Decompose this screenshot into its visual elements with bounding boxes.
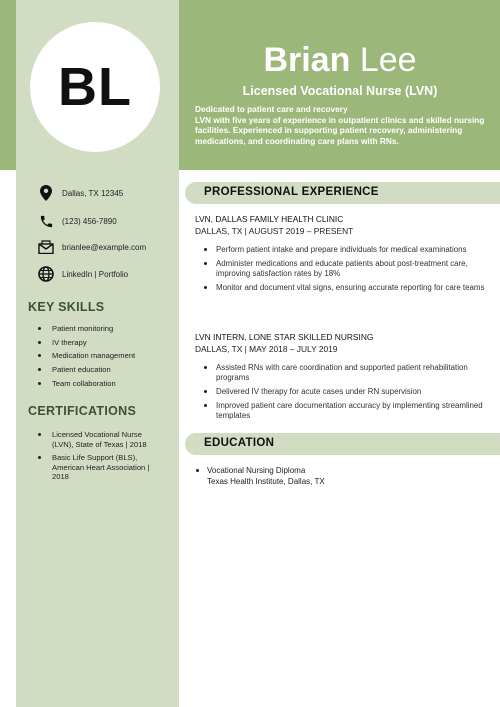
summary: Dedicated to patient care and recovery LVN with five years of experience in outpatient clinics and skilled nursing facilities. Experienced in supporting patient recovery, administering medications, and coordinating care plans with RNs. <box>195 104 485 146</box>
contact-phone[interactable] <box>38 213 117 229</box>
list-item: IV therapy <box>28 338 168 348</box>
candidate-name <box>185 40 495 80</box>
list-item: Basic Life Support (BLS), American Heart Association | 2018 <box>28 453 163 482</box>
job-1-bullets <box>195 245 490 297</box>
list-item: Perform patient intake and prepare individuals for medical examinations <box>195 245 490 255</box>
school: Texas Health Institute, Dallas, TX <box>207 477 325 486</box>
job-2-bullets <box>195 363 490 425</box>
location-text: Dallas, TX 12345 <box>62 188 124 198</box>
contact-email[interactable] <box>38 239 146 255</box>
list-item: Patient monitoring <box>28 324 168 334</box>
email-text: brianlee@example.com <box>62 242 147 252</box>
list-item: Administer medications and educate patients about post-treatment care, improving satisfaction rates by 18% <box>195 259 490 279</box>
contact-links[interactable] <box>38 266 128 282</box>
phone-text: (123) 456-7890 <box>62 216 117 226</box>
job-1-title: LVN, DALLAS FAMILY HEALTH CLINIC <box>195 214 344 224</box>
experience-heading: PROFESSIONAL EXPERIENCE <box>204 186 379 198</box>
job-2-title: LVN INTERN, LONE STAR SKILLED NURSING <box>195 332 374 342</box>
list-item: Team collaboration <box>28 379 168 389</box>
job-1-meta: DALLAS, TX | AUGUST 2019 – PRESENT <box>195 226 354 236</box>
certifications-heading: CERTIFICATIONS <box>28 404 137 418</box>
last-name: Lee <box>359 41 417 79</box>
job-2-meta: DALLAS, TX | MAY 2018 – JULY 2019 <box>195 344 338 354</box>
envelope-icon <box>38 239 54 255</box>
key-skills-heading: KEY SKILLS <box>28 300 105 314</box>
links-text: LinkedIn | Portfolio <box>62 269 129 279</box>
list-item: Licensed Vocational Nurse (LVN), State of Texas | 2018 <box>28 430 163 449</box>
experience-heading-bar <box>185 182 500 204</box>
first-name: Brian <box>263 41 351 79</box>
list-item: Medication management <box>28 351 168 361</box>
job-title-header: Licensed Vocational Nurse (LVN) <box>242 84 438 98</box>
contact-location <box>38 185 123 201</box>
phone-icon <box>38 213 54 229</box>
list-item: Patient education <box>28 365 168 375</box>
education-entry <box>195 465 490 487</box>
initials: BL <box>58 57 132 117</box>
education-heading: EDUCATION <box>204 437 275 449</box>
key-skills-list <box>28 324 168 392</box>
globe-icon <box>38 266 54 282</box>
education-heading-bar <box>185 433 500 455</box>
list-item: Monitor and document vital signs, ensuring accurate reporting for care teams <box>195 283 490 293</box>
list-item: Improved patient care documentation accuracy by implementing streamlined templates <box>195 401 490 421</box>
list-item: Delivered IV therapy for acute cases under RN supervision <box>195 387 490 397</box>
degree: Vocational Nursing Diploma <box>195 465 490 476</box>
certifications-list <box>28 430 163 486</box>
list-item: Assisted RNs with care coordination and supported patient rehabilitation programs <box>195 363 490 383</box>
avatar <box>30 22 160 152</box>
map-pin-icon <box>38 185 54 201</box>
